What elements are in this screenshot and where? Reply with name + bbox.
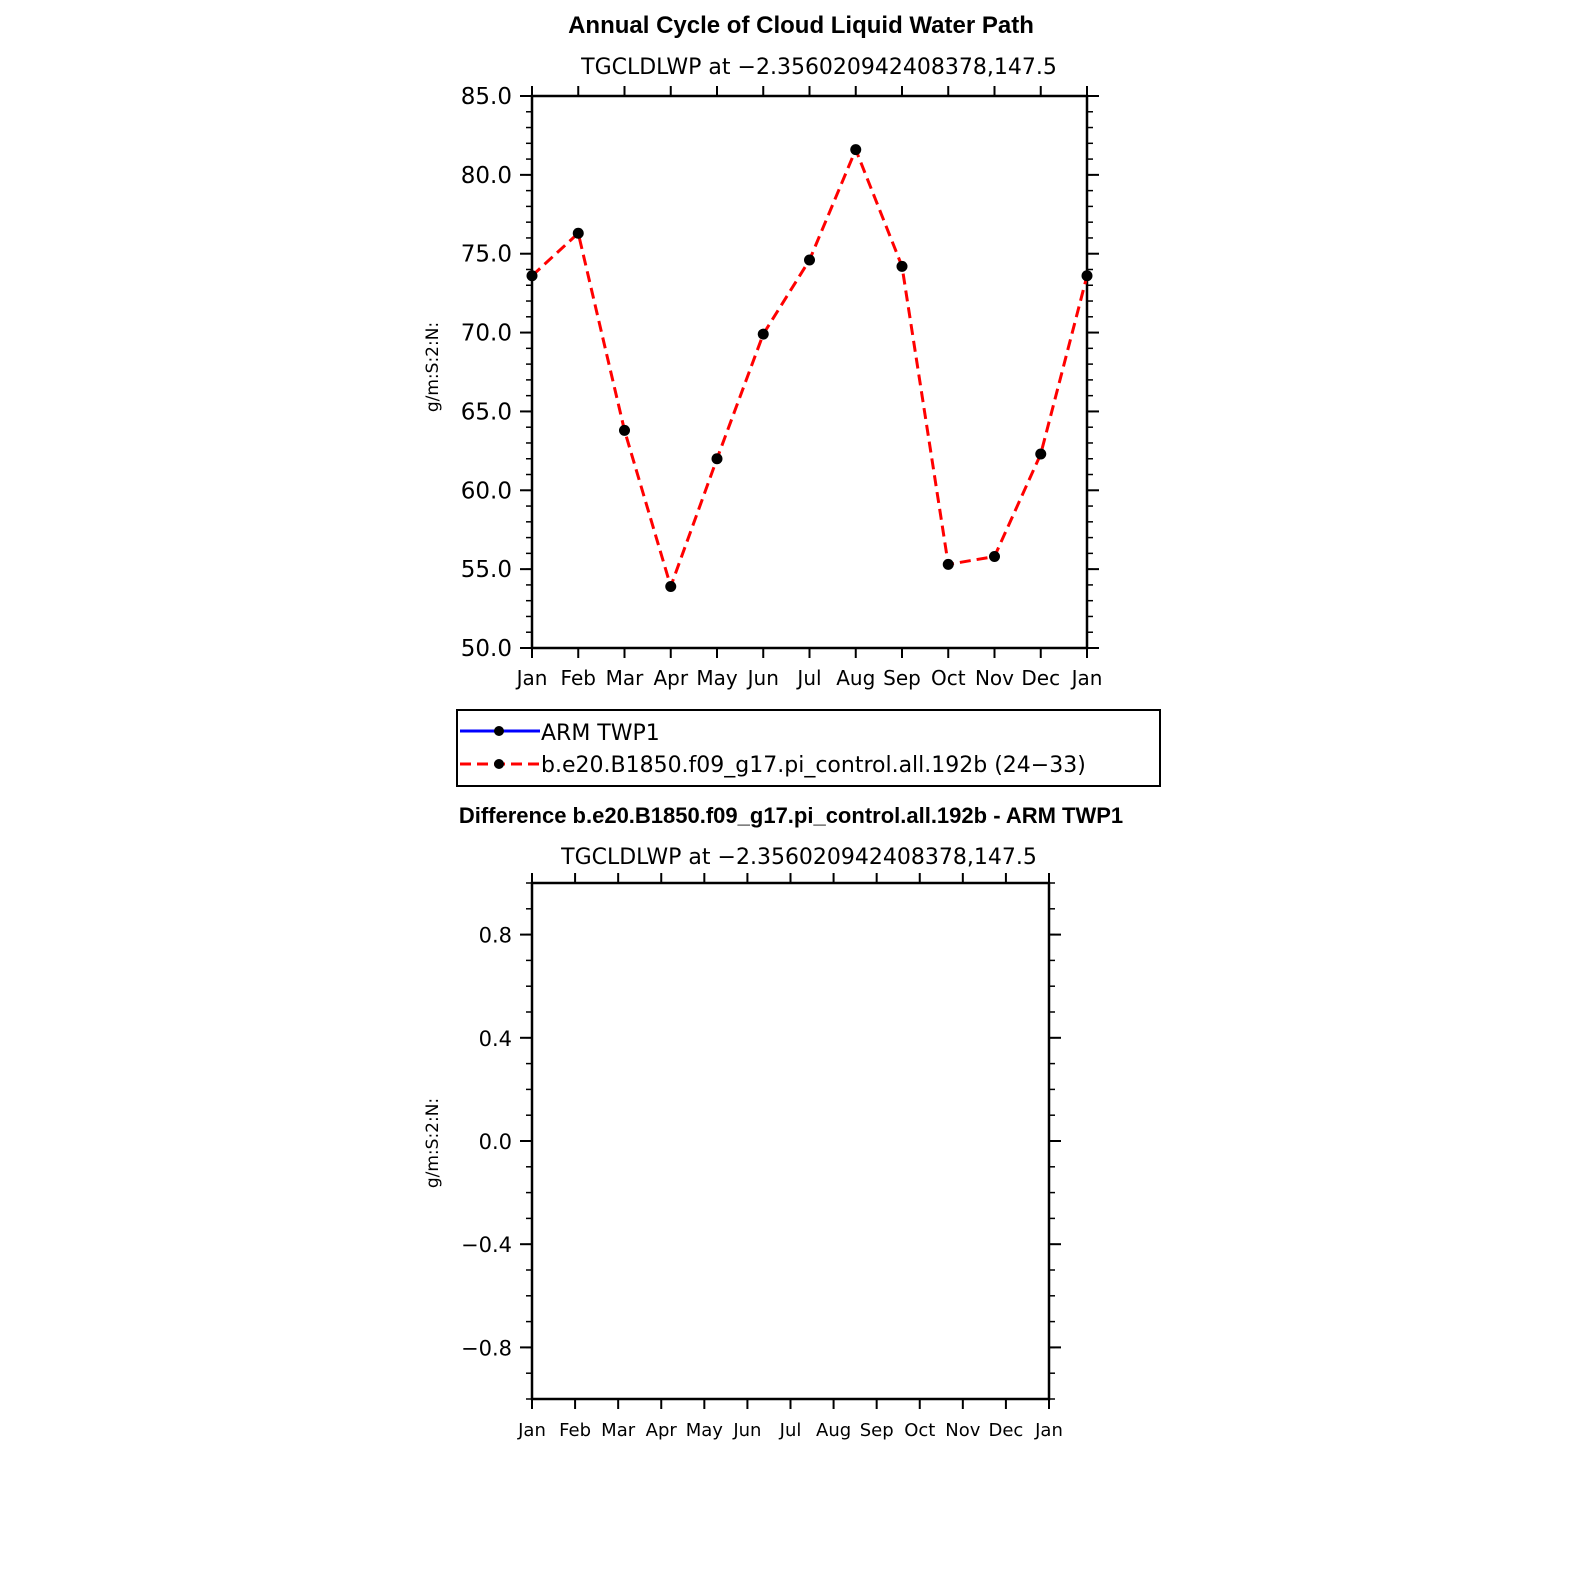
legend (457, 710, 1160, 786)
x-tick-label: Jun (747, 666, 779, 690)
x-tick-label: Dec (1021, 666, 1061, 690)
data-point (712, 453, 723, 464)
top-y-axis-label: g/m:S:2:N: (423, 321, 443, 413)
y-tick-label: 75.0 (460, 241, 512, 268)
y-tick-label: −0.4 (461, 1233, 512, 1258)
bottom-chart-title: Difference b.e20.B1850.f09_g17.pi_control.all.192b - ARM TWP1 (458, 803, 1124, 828)
x-tick-label: Oct (904, 1420, 936, 1441)
plot-frame (532, 96, 1087, 648)
y-tick-label: 0.4 (478, 1026, 512, 1051)
x-tick-label: Jul (779, 1420, 802, 1441)
legend-label-model: b.e20.B1850.f09_g17.pi_control.all.192b (24−33) (541, 753, 1086, 778)
x-tick-label: Oct (930, 666, 966, 690)
y-tick-label: 85.0 (460, 84, 512, 110)
series-line (532, 150, 1087, 587)
bottom-plot-area (461, 873, 1063, 1441)
x-tick-label: Nov (974, 666, 1015, 690)
legend-marker-arm (494, 726, 504, 736)
x-tick-label: Jul (797, 666, 822, 690)
x-tick-label: Feb (559, 1420, 592, 1441)
x-tick-label: Apr (645, 1420, 677, 1441)
data-point (758, 329, 769, 340)
data-point (943, 559, 954, 570)
x-tick-label: May (696, 666, 738, 690)
x-tick-label: Jan (516, 666, 548, 690)
y-tick-label: 55.0 (460, 557, 512, 584)
x-tick-label: May (685, 1420, 723, 1441)
x-tick-label: Dec (988, 1420, 1024, 1441)
plot-frame (532, 883, 1049, 1399)
data-point (850, 144, 861, 155)
y-tick-label: 80.0 (460, 162, 512, 189)
x-tick-label: Jan (1071, 666, 1103, 690)
bottom-y-axis-label: g/m:S:2:N: (423, 1097, 443, 1189)
legend-marker-model (494, 759, 504, 769)
y-tick-label: 60.0 (460, 478, 512, 505)
y-tick-label: 0.8 (478, 923, 512, 948)
x-tick-label: Mar (601, 1420, 636, 1441)
y-tick-label: 65.0 (460, 399, 512, 426)
top-chart-title: Annual Cycle of Cloud Liquid Water Path (568, 12, 1034, 39)
data-point (527, 270, 538, 281)
x-tick-label: Nov (945, 1420, 981, 1441)
x-tick-label: Sep (859, 1420, 894, 1441)
data-point (665, 581, 676, 592)
bottom-chart-subtitle: TGCLDLWP at −2.356020942408378,147.5 (561, 845, 1037, 870)
x-tick-label: Sep (883, 666, 921, 690)
data-point (989, 551, 1000, 562)
y-tick-label: 0.0 (478, 1130, 512, 1154)
y-tick-label: 50.0 (460, 636, 512, 662)
top-chart-subtitle: TGCLDLWP at −2.356020942408378,147.5 (581, 55, 1057, 80)
x-tick-label: Jan (1035, 1420, 1063, 1441)
x-tick-label: Mar (605, 666, 644, 690)
legend-label-arm: ARM TWP1 (541, 721, 660, 746)
data-point (804, 255, 815, 266)
x-tick-label: Aug (836, 666, 876, 690)
data-point (897, 261, 908, 272)
x-tick-label: Feb (560, 666, 596, 690)
data-point (1035, 449, 1046, 460)
data-point (619, 425, 630, 436)
x-tick-label: Jan (518, 1420, 546, 1441)
x-tick-label: Apr (653, 666, 689, 690)
data-point (1082, 270, 1093, 281)
x-tick-label: Jun (733, 1420, 762, 1441)
y-tick-label: −0.8 (461, 1336, 512, 1361)
y-tick-label: 70.0 (460, 320, 512, 347)
x-tick-label: Aug (816, 1420, 852, 1441)
top-plot-area (461, 84, 1103, 690)
data-point (573, 228, 584, 239)
